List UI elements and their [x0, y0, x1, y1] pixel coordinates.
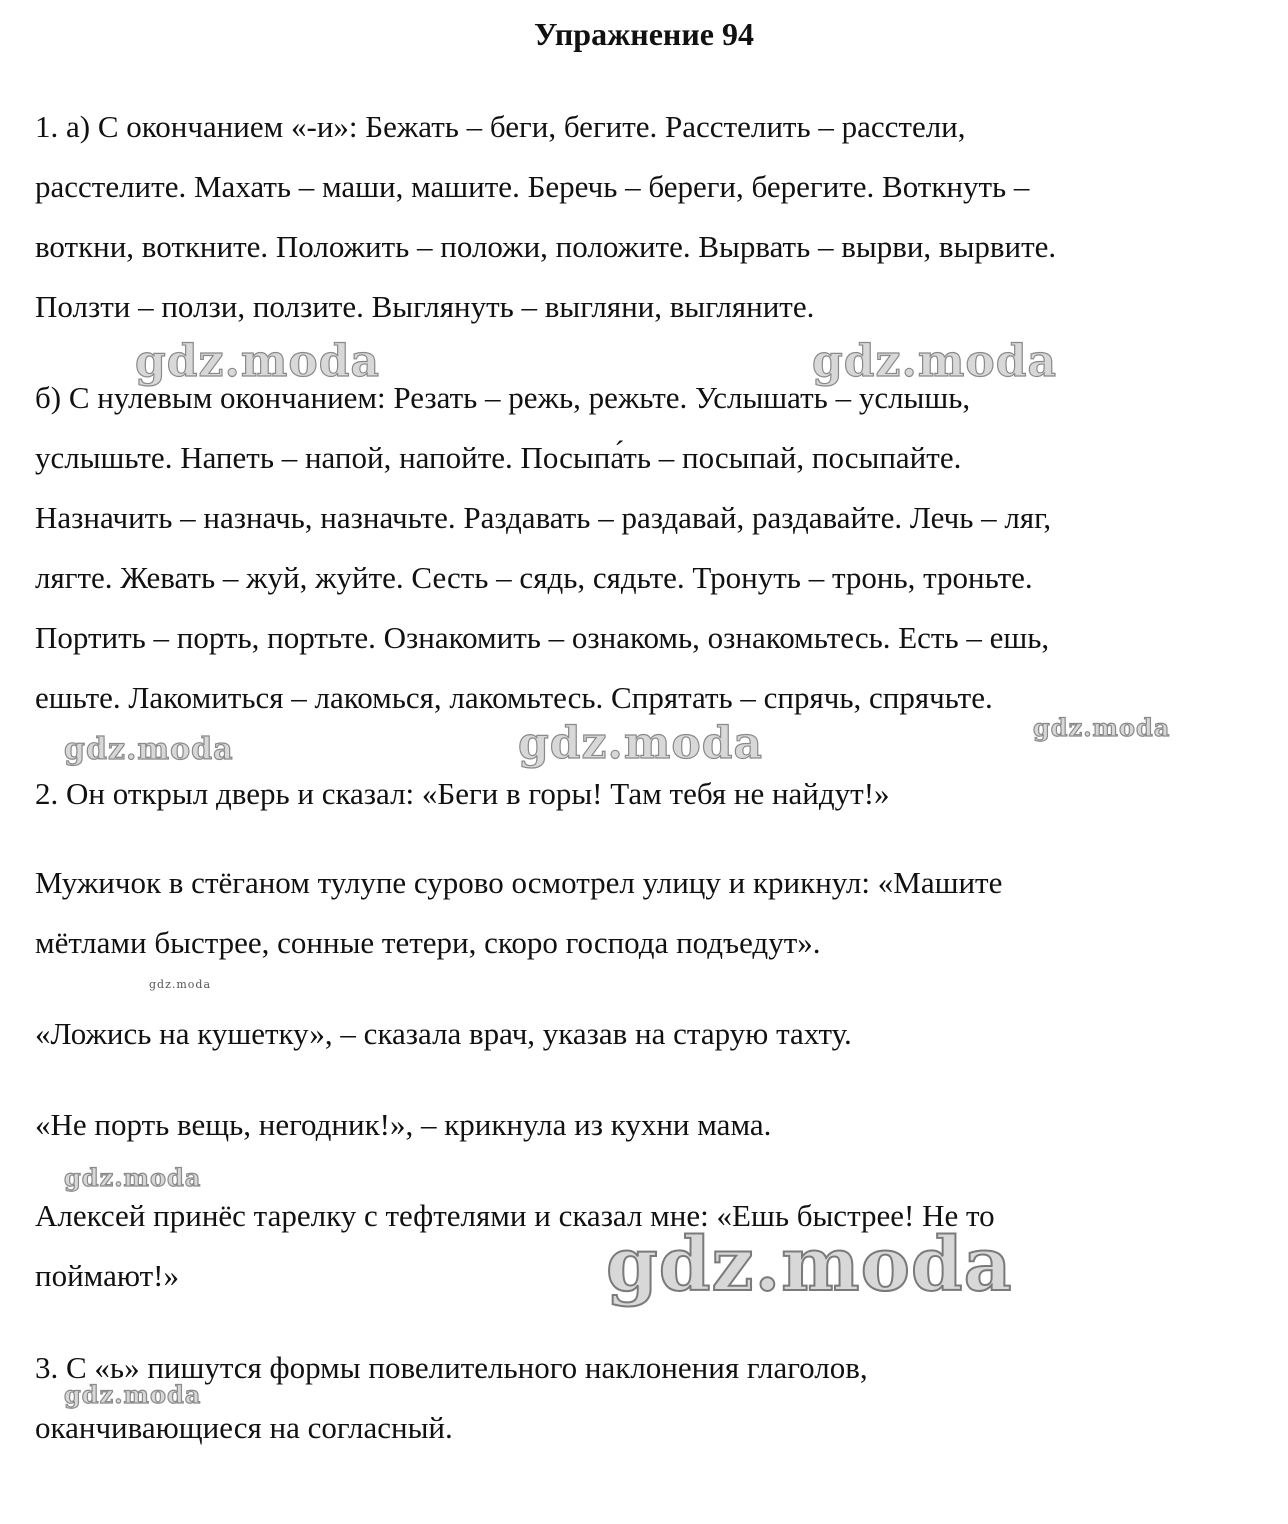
watermark: gdz.moda [518, 718, 764, 769]
text-line: Назначить – назначь, назначьте. Раздавать – раздавай, раздавайте. Лечь – ляг, [35, 500, 1052, 535]
text-line: оканчивающиеся на согласный. [35, 1410, 453, 1445]
exercise-title: Упражнение 94 [533, 16, 754, 52]
text-line: Ползти – ползи, ползите. Выглянуть – выгляни, выгляните. [35, 289, 815, 324]
text-line: Портить – порть, портьте. Ознакомить – ознакомь, ознакомьтесь. Есть – ешь, [35, 620, 1050, 655]
section-2-sentence-5 [35, 1186, 1265, 1306]
watermark: gdz.moda [64, 1163, 202, 1192]
watermark: gdz.moda [149, 978, 212, 991]
text-line: воткни, воткните. Положить – положи, положите. Вырвать – вырви, вырвите. [35, 229, 1057, 264]
text-line: «Не порть вещь, негодник!», – крикнула из кухни мама. [35, 1107, 772, 1142]
watermark: gdz.moda [606, 1222, 1013, 1308]
text-line: услышьте. Напеть – напой, напойте. Посыпа́ть – посыпай, посыпайте. [35, 440, 962, 475]
watermark: gdz.moda [64, 1380, 202, 1409]
section-2-sentence-2 [35, 853, 1265, 973]
text-line: лягте. Жевать – жуй, жуйте. Сесть – сядь, сядьте. Тронуть – тронь, троньте. [35, 560, 1033, 595]
section-2-sentence-1 [35, 764, 1265, 824]
section-3 [35, 1338, 1265, 1458]
text-line: ешьте. Лакомиться – лакомься, лакомьтесь. Спрятать – спрячь, спрячьте. [35, 680, 993, 715]
text-line: 2. Он открыл дверь и сказал: «Беги в горы! Там тебя не найдут!» [35, 776, 890, 811]
section-2-sentence-3 [35, 1004, 1265, 1064]
watermark: gdz.moda [1033, 713, 1171, 742]
text-line: 3. С «ь» пишутся формы повелительного наклонения глаголов, [35, 1350, 868, 1385]
text-line: Алексей принёс тарелку с тефтелями и сказал мне: «Ешь быстрее! Не то [35, 1198, 995, 1233]
section-2-sentence-4 [35, 1095, 1265, 1155]
watermark: gdz.moda [812, 336, 1058, 387]
text-line: расстелите. Махать – маши, машите. Беречь – береги, берегите. Воткнуть – [35, 169, 1030, 204]
section-1b [35, 368, 1265, 728]
text-line: мётлами быстрее, сонные тетери, скоро господа подъедут». [35, 925, 821, 960]
text-line: Мужичок в стёганом тулупе сурово осмотрел улицу и крикнул: «Машите [35, 865, 1003, 900]
text-line: «Ложись на кушетку», – сказала врач, указав на старую тахту. [35, 1016, 852, 1051]
watermark: gdz.moda [135, 336, 381, 387]
section-1a [35, 97, 1265, 337]
text-line: б) С нулевым окончанием: Резать – режь, режьте. Услышать – услышь, [35, 380, 971, 415]
watermark: gdz.moda [64, 732, 234, 767]
text-line: поймают!» [35, 1258, 179, 1293]
text-line: 1. а) С окончанием «-и»: Бежать – беги, бегите. Расстелить – расстели, [35, 109, 966, 144]
